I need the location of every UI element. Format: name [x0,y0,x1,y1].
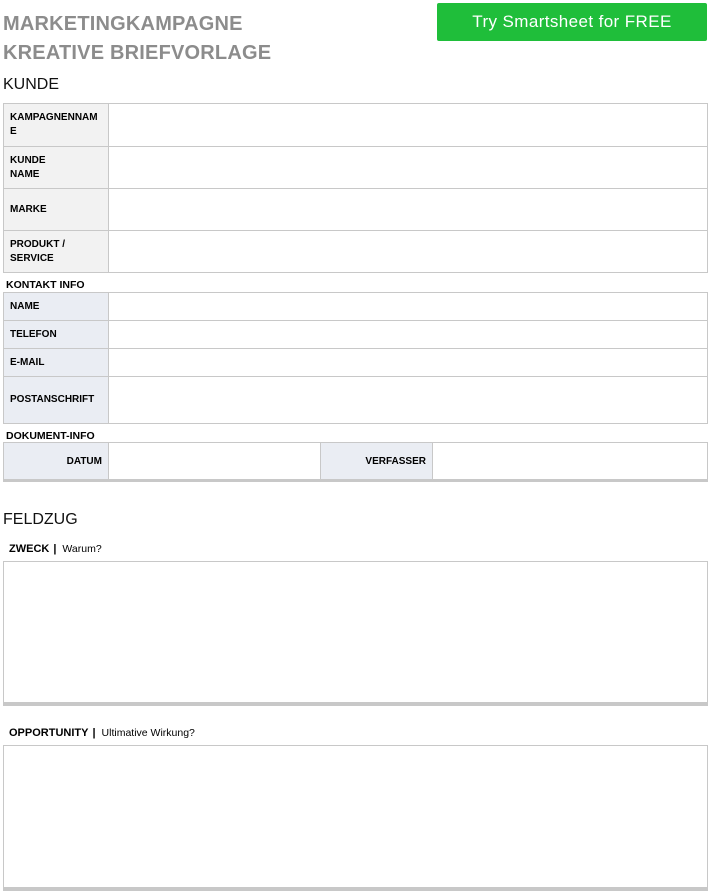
produkt-service-field[interactable] [109,231,708,273]
table-row [4,377,708,424]
zweck-label: ZWECK [9,543,50,555]
title-line-1: MARKETINGKAMPAGNE [3,13,243,35]
label-line: SERVICE [10,252,54,264]
title-line-2: KREATIVE BRIEFVORLAGE [3,42,272,64]
postanschrift-field[interactable] [109,377,708,424]
section-heading-feldzug: FELDZUG [3,511,78,528]
opportunity-label: OPPORTUNITY [9,727,89,739]
kunde-table [3,103,708,273]
row-label: NAME [4,293,109,321]
opportunity-separator: | [92,727,96,739]
email-field[interactable] [109,349,708,377]
marke-field[interactable] [109,189,708,231]
verfasser-field[interactable] [433,443,708,481]
label-line: PRODUKT / [10,238,65,250]
try-smartsheet-button[interactable]: Try Smartsheet for FREE [437,3,707,41]
label-line: E [10,126,17,137]
table-row [4,231,708,273]
table-row [4,147,708,189]
zweck-separator: | [53,543,57,555]
zweck-question [9,543,102,555]
row-label: E-MAIL [4,349,109,377]
label-line: KUNDE [10,154,46,166]
kontakt-name-field[interactable] [109,293,708,321]
datum-label: DATUM [4,443,109,481]
dokument-table [3,442,708,482]
row-label: MARKE [4,189,109,231]
row-label [4,147,109,189]
kontakt-table [3,292,708,424]
opportunity-question [9,727,195,739]
row-label [4,104,109,147]
document-title [3,10,271,68]
datum-field[interactable] [109,443,321,481]
section-heading-kunde: KUNDE [3,76,60,93]
section-heading-dokument: DOKUMENT-INFO [6,430,95,442]
table-row [4,293,708,321]
row-label: TELEFON [4,321,109,349]
verfasser-label: VERFASSER [321,443,433,481]
row-label: POSTANSCHRIFT [4,377,109,424]
section-heading-kontakt: KONTAKT INFO [6,279,85,291]
row-label [4,231,109,273]
opportunity-textarea[interactable] [3,745,708,891]
zweck-textarea[interactable] [3,561,708,706]
table-row [4,104,708,147]
table-row [4,189,708,231]
label-line: NAME [10,168,40,180]
kunde-name-field[interactable] [109,147,708,189]
table-row [4,321,708,349]
label-line: KAMPAGNENNAM [10,112,98,123]
opportunity-hint: Ultimative Wirkung? [101,727,195,739]
zweck-hint: Warum? [62,543,102,555]
table-row [4,349,708,377]
telefon-field[interactable] [109,321,708,349]
kampagnenname-field[interactable] [109,104,708,147]
table-row [4,443,708,481]
